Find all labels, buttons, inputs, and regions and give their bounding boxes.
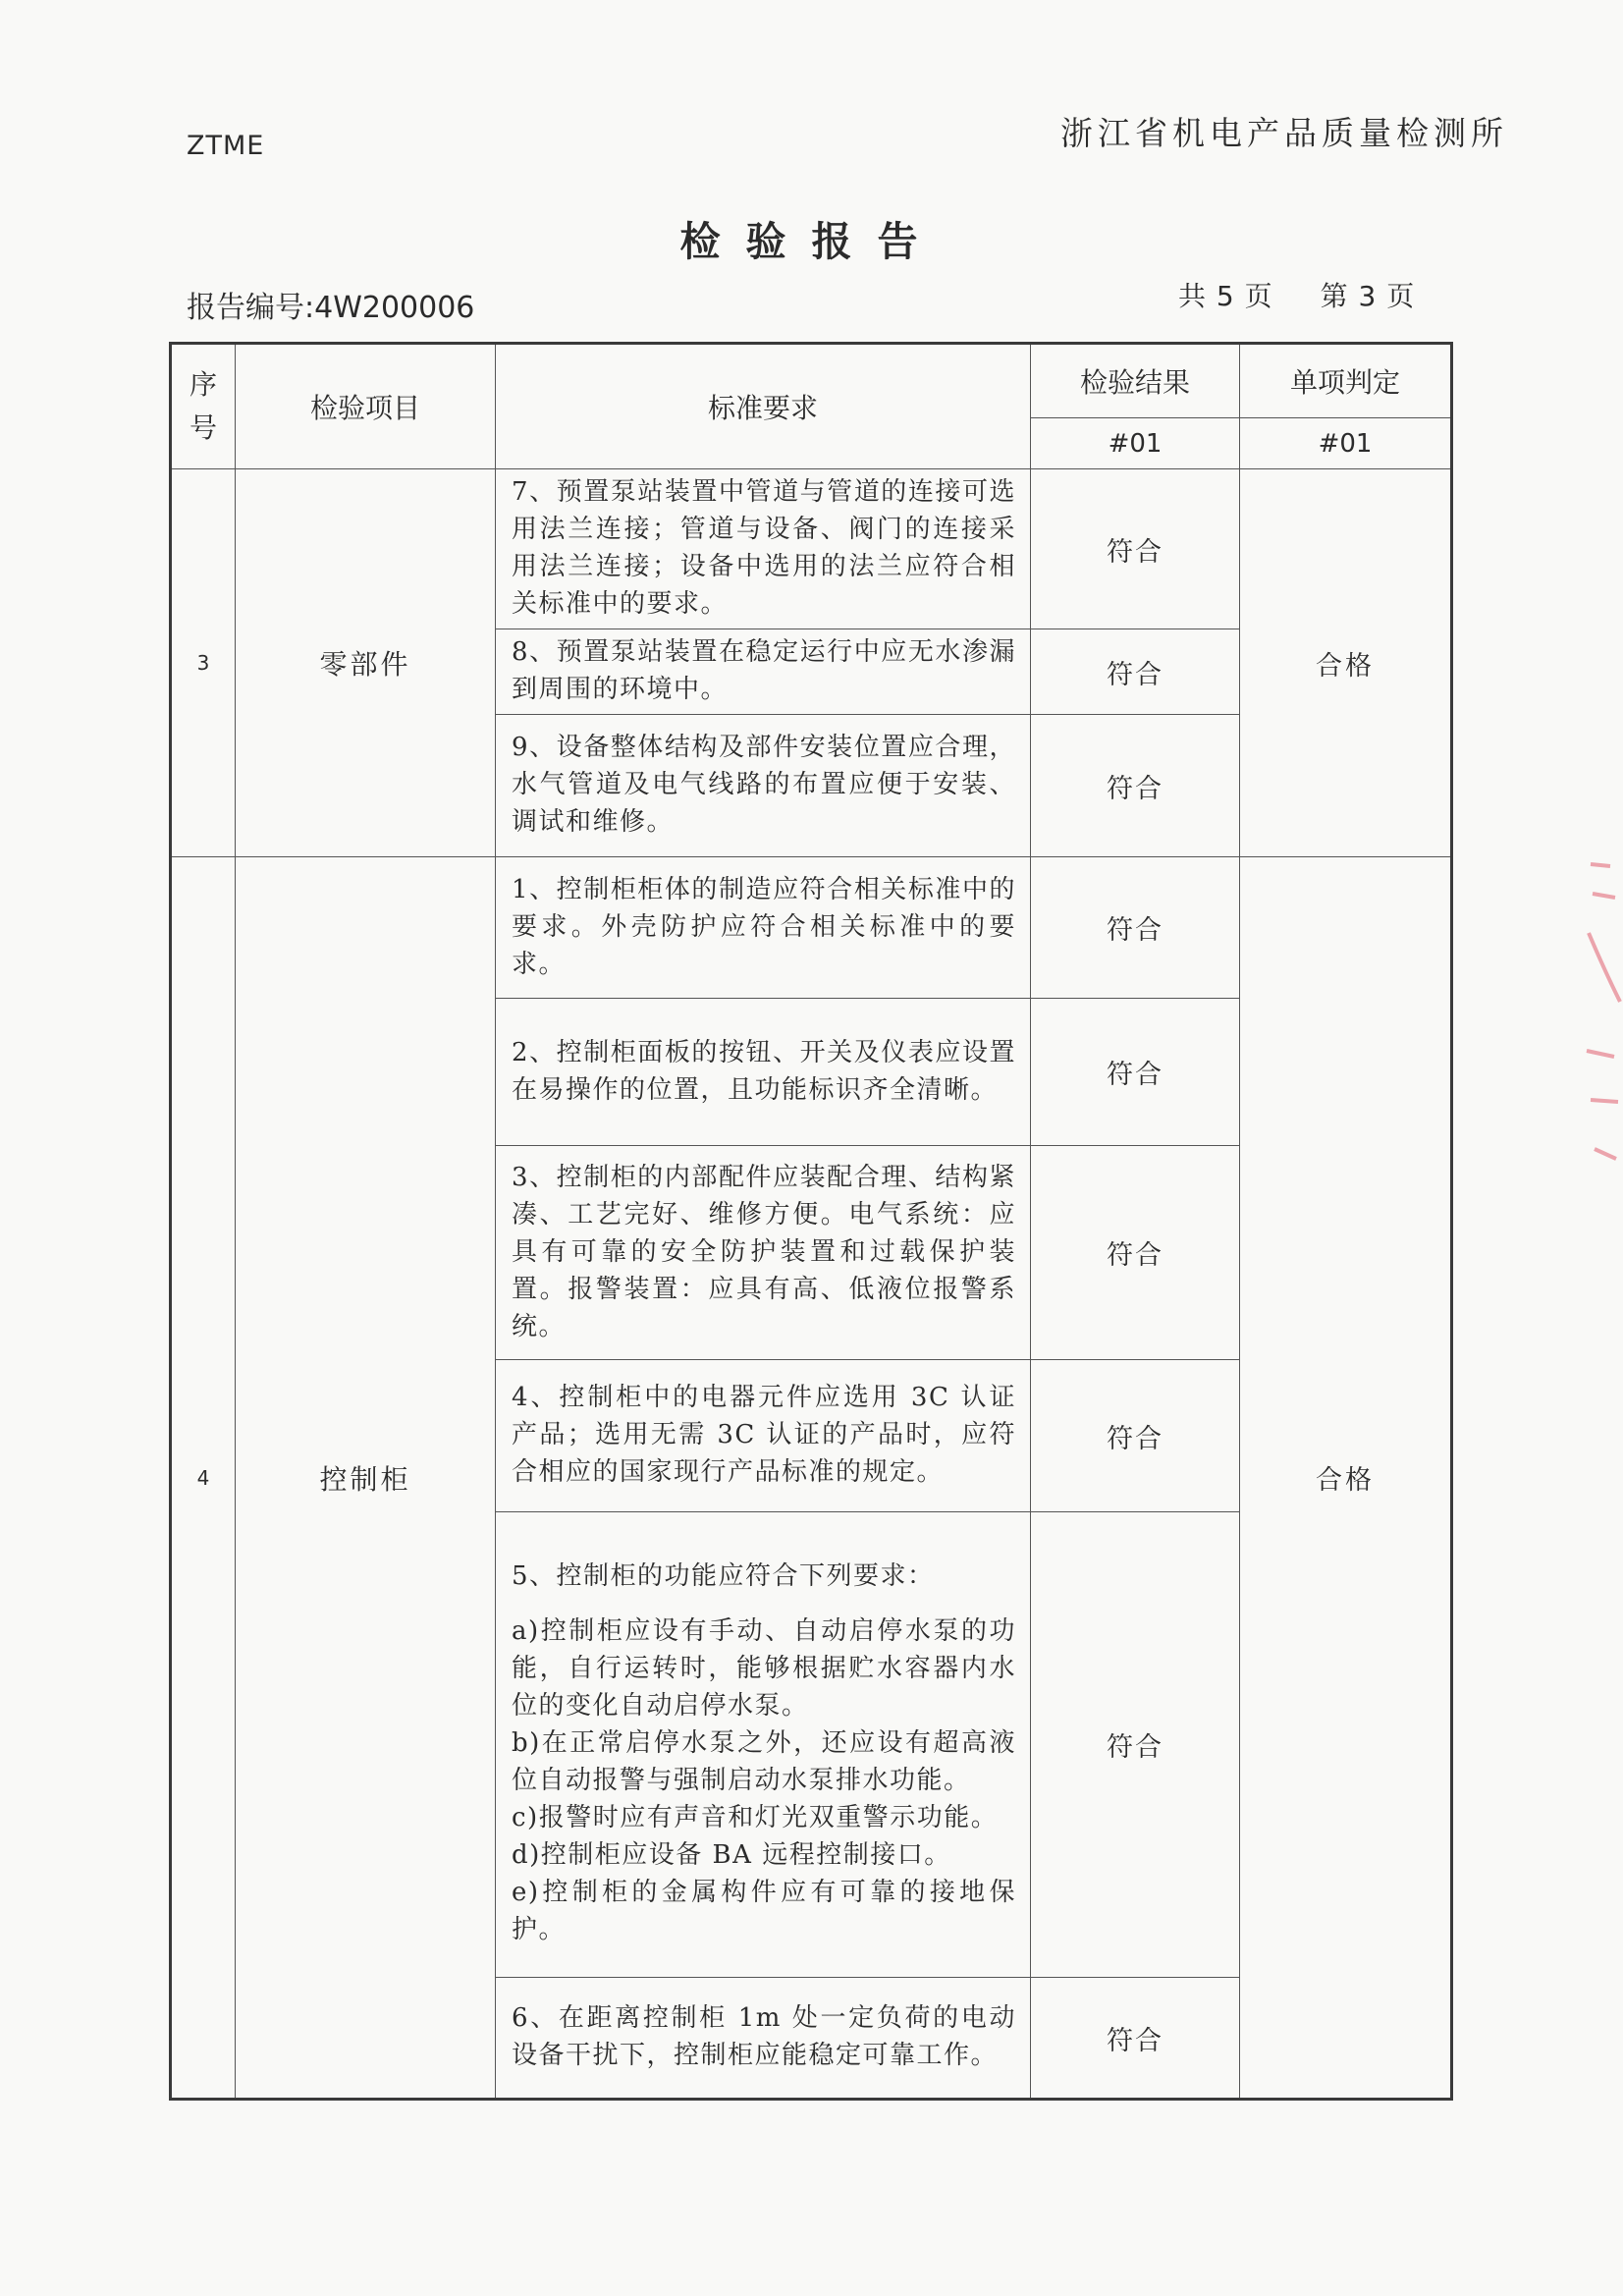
group-seq: 3 (171, 469, 236, 857)
report-number-label: 报告编号: (187, 291, 315, 325)
group-seq: 4 (171, 857, 236, 2100)
requirement-text: 3、控制柜的内部配件应装配合理、结构紧凑、工艺完好、维修方便。电气系统：应具有可靠的安全防护装置和过载保护装置。报警装置：应具有高、低液位报警系统。 (496, 1146, 1031, 1360)
col-item-header: 检验项目 (236, 344, 496, 469)
sample-judgment-id: #01 (1240, 418, 1452, 469)
result-text: 符合 (1031, 715, 1240, 857)
table-row (171, 469, 1452, 629)
requirement-sub-b: b)在正常启停水泵之外，还应设有超高液位自动报警与强制启动水泵排水功能。 (512, 1727, 1016, 1795)
sample-result-id: #01 (1031, 418, 1240, 469)
result-text: 符合 (1031, 1360, 1240, 1512)
requirement-text: 1、控制柜柜体的制造应符合相关标准中的要求。外壳防护应符合相关标准中的要求。 (496, 857, 1031, 999)
result-text: 符合 (1031, 629, 1240, 715)
table-row (171, 857, 1452, 999)
requirement-sub-d: d)控制柜应设备 BA 远程控制接口。 (512, 1839, 951, 1870)
requirement-block (496, 1512, 1031, 1978)
organization-name: 浙江省机电产品质量检测所 (1060, 114, 1508, 152)
requirement-text: 8、预置泵站装置在稳定运行中应无水渗漏到周围的环境中。 (496, 629, 1031, 715)
result-text: 符合 (1031, 999, 1240, 1146)
result-text: 符合 (1031, 1146, 1240, 1360)
col-result-header: 检验结果 (1031, 344, 1240, 418)
header-row (171, 344, 1452, 418)
result-text: 符合 (1031, 1978, 1240, 2100)
requirement-text: 7、预置泵站装置中管道与管道的连接可选用法兰连接；管道与设备、阀门的连接采用法兰连接；设备中选用的法兰应符合相关标准中的要求。 (496, 469, 1031, 629)
stamp-stroke (1587, 864, 1620, 1159)
report-number-value: 4W200006 (314, 291, 475, 325)
col-judgment-header: 单项判定 (1240, 344, 1452, 418)
seal-stamp-fragment (1581, 854, 1623, 1169)
result-text: 符合 (1031, 857, 1240, 999)
current-page: 第 3 页 (1320, 280, 1416, 312)
result-text: 符合 (1031, 1512, 1240, 1978)
requirement-sub-a: a)控制柜应设有手动、自动启停水泵的功能，自行运转时，能够根据贮水容器内水位的变化自动启停水泵。 (512, 1615, 1016, 1721)
requirement-text: 6、在距离控制柜 1m 处一定负荷的电动设备干扰下，控制柜应能稳定可靠工作。 (496, 1978, 1031, 2100)
col-requirement-header: 标准要求 (496, 344, 1031, 469)
group-item: 控制柜 (236, 857, 496, 2100)
requirement-text: 2、控制柜面板的按钮、开关及仪表应设置在易操作的位置，且功能标识齐全清晰。 (496, 999, 1031, 1146)
requirement-text: 4、控制柜中的电器元件应选用 3C 认证产品；选用无需 3C 认证的产品时，应符合相应的国家现行产品标准的规定。 (496, 1360, 1031, 1512)
col-seq-header: 序号 (171, 344, 236, 469)
group-judgment: 合格 (1240, 469, 1452, 857)
page-title: 检验报告 (679, 218, 944, 265)
requirement-lead: 5、控制柜的功能应符合下列要求： (512, 1560, 935, 1591)
group-judgment: 合格 (1240, 857, 1452, 2100)
total-pages: 共 5 页 (1178, 280, 1273, 312)
requirement-sub-c: c)报警时应有声音和灯光双重警示功能。 (512, 1802, 999, 1832)
requirement-sub-e: e)控制柜的金属构件应有可靠的接地保护。 (512, 1877, 1016, 1944)
page-indicator (1178, 275, 1415, 314)
result-text: 符合 (1031, 469, 1240, 629)
logo-text: ZTME (187, 131, 265, 161)
report-number (187, 283, 474, 326)
requirement-text: 9、设备整体结构及部件安装位置应合理，水气管道及电气线路的布置应便于安装、调试和维修。 (496, 715, 1031, 857)
group-item: 零部件 (236, 469, 496, 857)
inspection-table (169, 342, 1453, 2101)
